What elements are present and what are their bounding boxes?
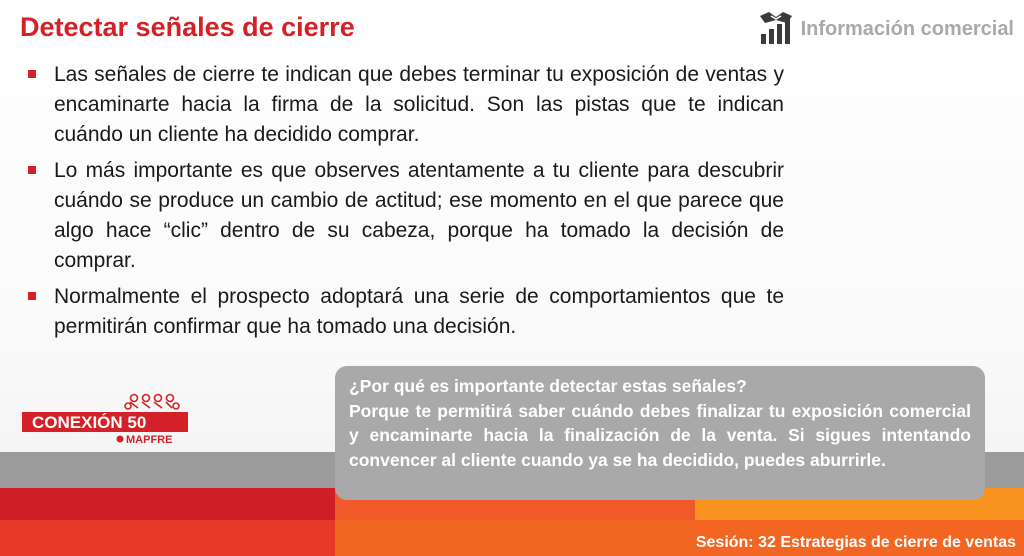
svg-text:CONEXIÓN 50: CONEXIÓN 50 [32,413,147,432]
bullet-text: Normalmente el prospecto adoptará una serie de comportamientos que te permitirán confirmar que ha tomado una decisión. [54,285,784,338]
stripe-red-bottom [0,520,335,556]
session-footer: Sesión: 32 Estrategias de cierre de ventas [695,534,1016,551]
bullet-item [28,60,784,150]
slide-title: Detectar señales de cierre [20,12,355,42]
stripe-red [0,488,335,520]
bullet-text: Lo más importante es que observes atentamente a tu cliente para descubrir cuándo se produce un cambio de actitud; ese momento en el que parece que algo hace “clic” dentro de su cabeza, porque ha tomado la decisión de comprar. [54,159,784,272]
bullet-item [28,282,784,342]
callout-box [335,366,985,500]
svg-text:MAPFRE: MAPFRE [126,434,173,446]
section-header [757,8,1014,51]
conexion-50-logo [22,392,188,446]
bullet-square-icon [28,292,36,300]
callout-answer: Porque te permitirá saber cuándo debes finalizar tu exposición comercial y encaminarte hacia la finalización de la venta. Si sigues intentando convencer al cliente cuando ya se ha decidido, puedes aburrirle. [349,400,971,470]
bullet-square-icon [28,70,36,78]
chart-handshake-icon [757,8,795,51]
bullet-square-icon [28,166,36,174]
section-label: Información comercial [800,18,1014,40]
bullet-text: Las señales de cierre te indican que debes terminar tu exposición de ventas y encaminarte hacia la firma de la solicitud. Son las pistas que te indican cuándo un cliente ha decidido comprar. [54,63,784,146]
bullet-item [28,156,784,276]
callout-question: ¿Por qué es importante detectar estas señales? [349,376,747,396]
bullet-list [28,60,784,348]
